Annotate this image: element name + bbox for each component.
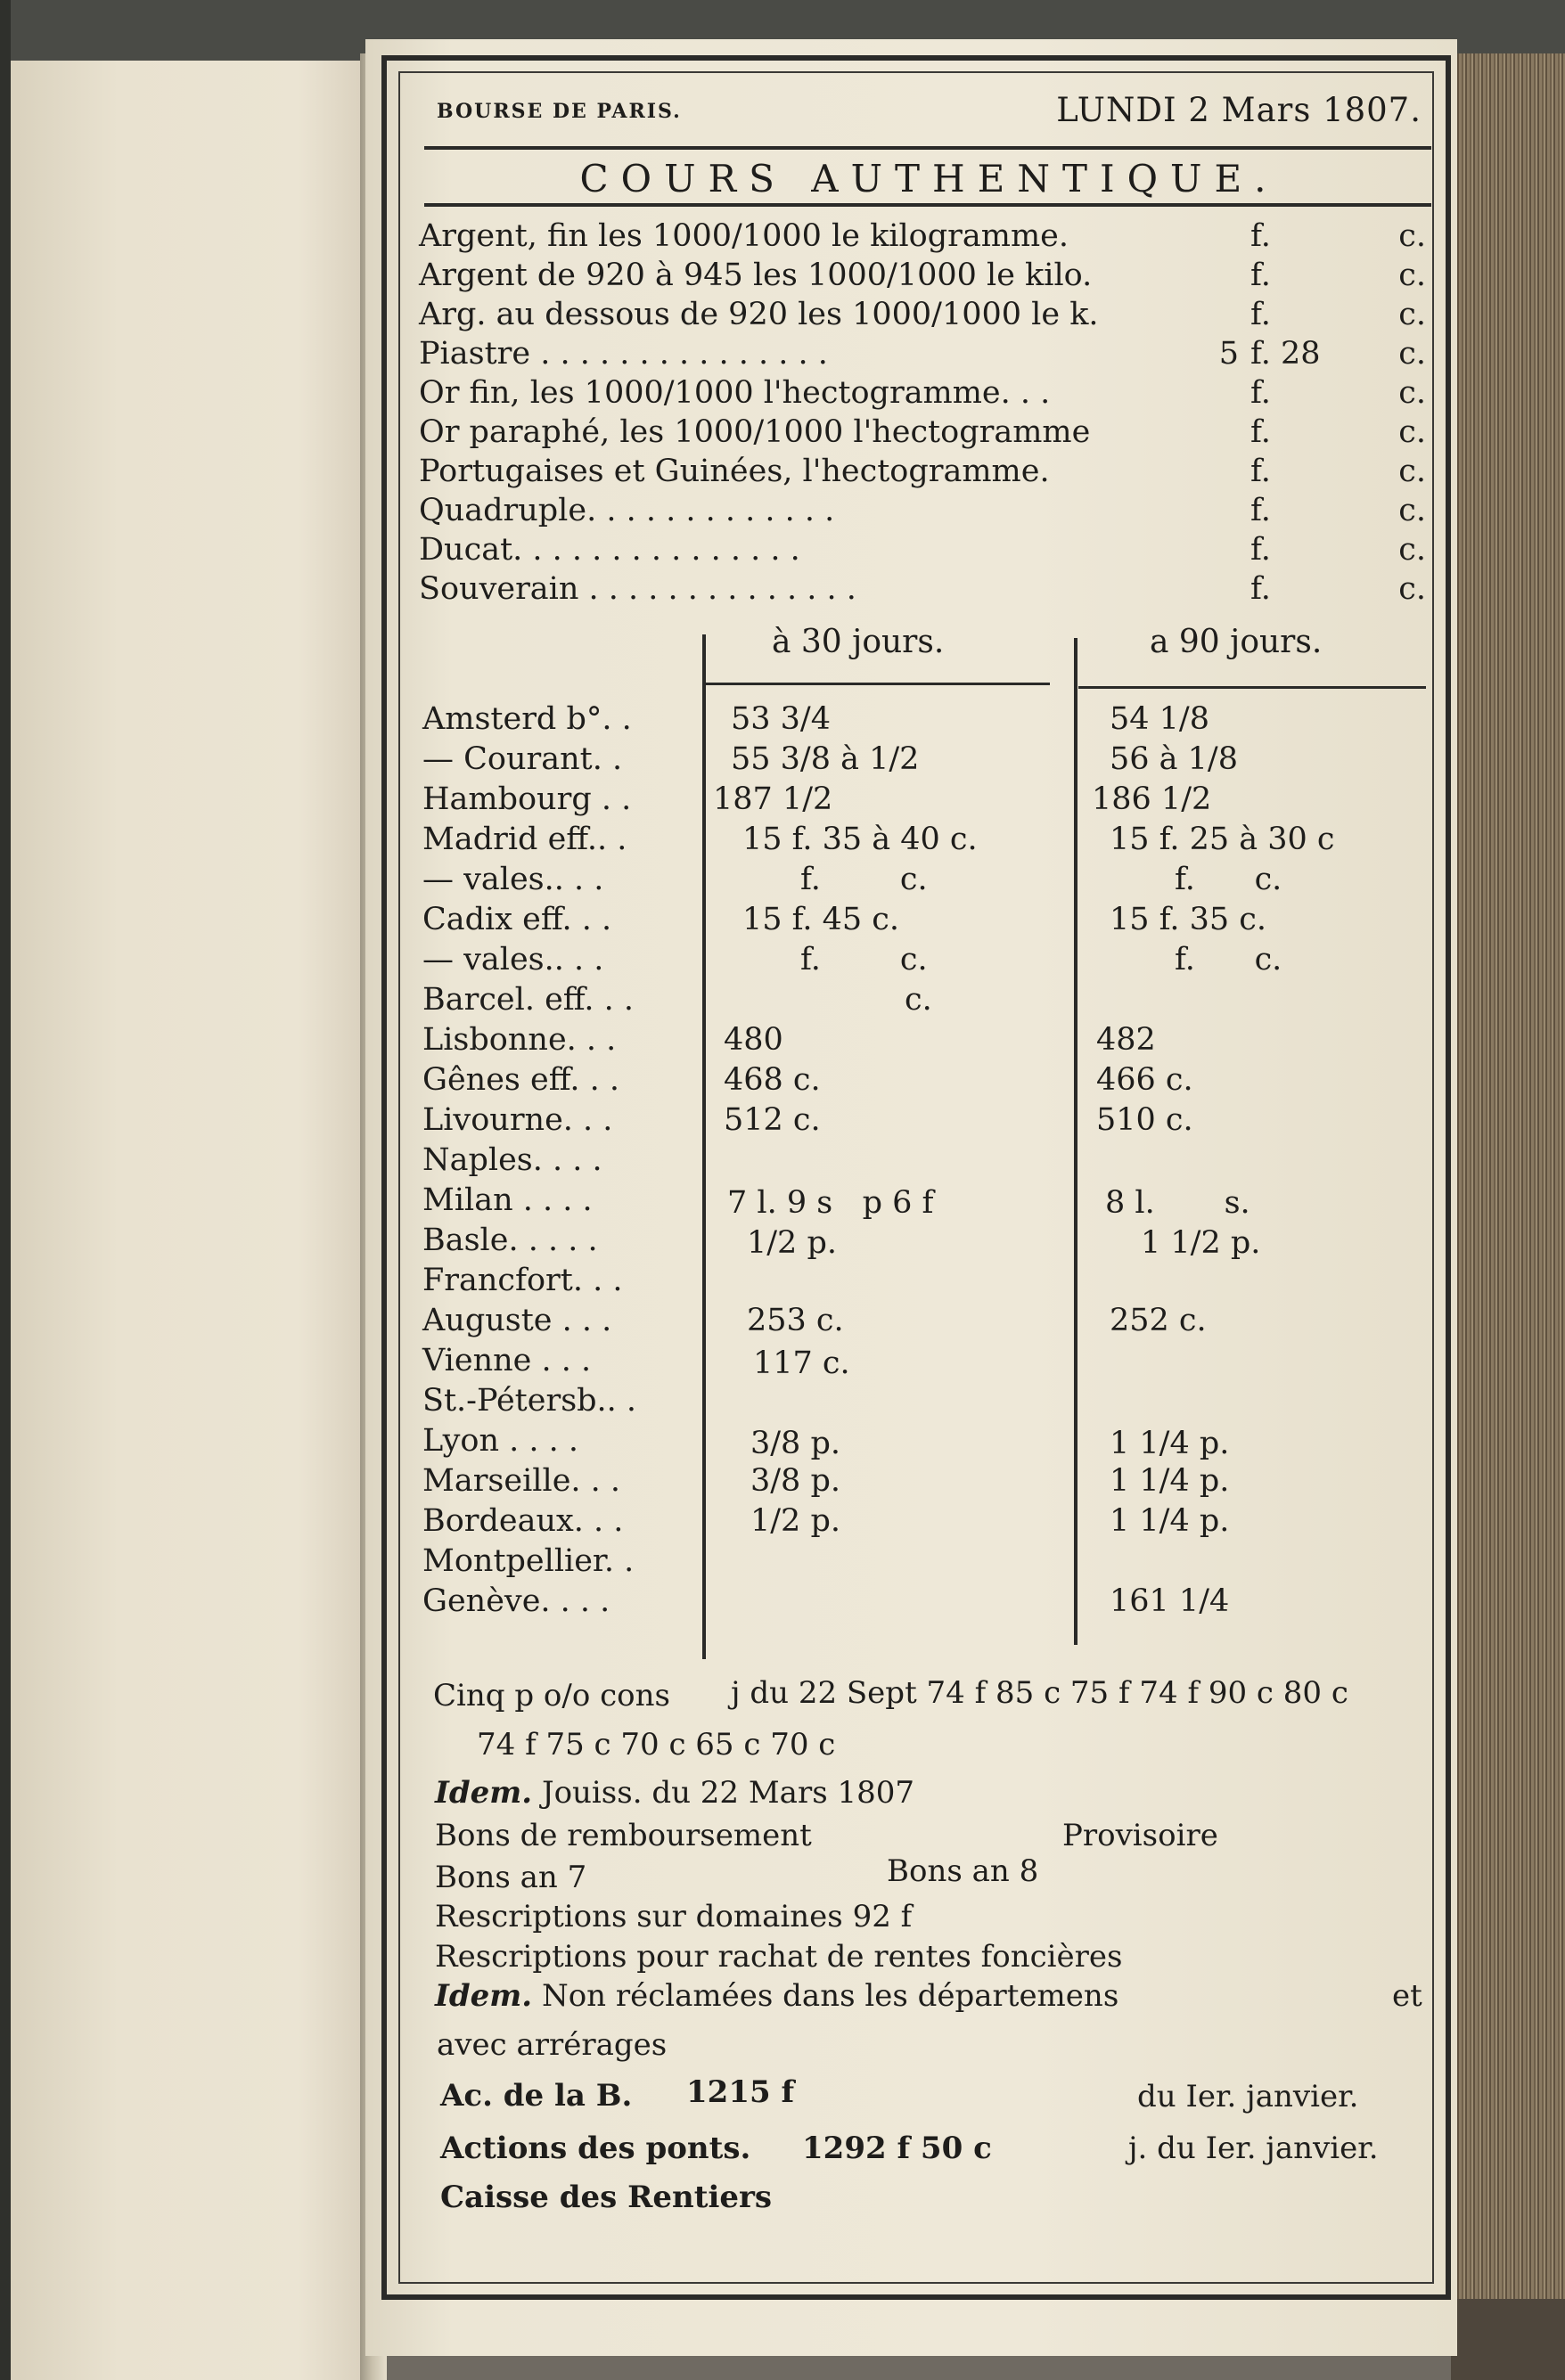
exchange-place: Cadix eff. . . xyxy=(422,902,612,937)
metal-centimes: c. xyxy=(1398,336,1426,372)
exchange-rate-30: 15 f. 45 c. xyxy=(742,902,900,937)
fund-idem2-word: Idem. xyxy=(435,1978,533,2014)
metal-francs: f. xyxy=(1250,258,1271,293)
exchange-place: Lisbonne. . . xyxy=(422,1022,617,1058)
exchange-place: Marseille. . . xyxy=(422,1463,621,1499)
date-label: LUNDI 2 Mars 1807. xyxy=(1056,91,1422,129)
exchange-rate-30: 53 3/4 xyxy=(731,701,831,737)
metal-value: 5 xyxy=(1218,336,1239,372)
exchange-rate-30: 187 1/2 xyxy=(713,781,833,817)
fund-provisoire: Provisoire xyxy=(1062,1818,1218,1853)
col-head-rule-30 xyxy=(702,683,1050,685)
exchange-rate-30: 1/2 p. xyxy=(750,1503,840,1539)
metal-centimes: c. xyxy=(1398,571,1426,607)
metal-row xyxy=(419,414,1435,454)
metal-row xyxy=(419,454,1435,493)
exchange-rate-90: 1 1/2 p. xyxy=(1141,1225,1261,1261)
column-divider-right xyxy=(1074,638,1077,1645)
metal-centimes: c. xyxy=(1398,218,1426,254)
left-blank-page xyxy=(11,61,371,2380)
fund-ponts-label: Actions des ponts. xyxy=(440,2131,751,2166)
metal-centimes: c. xyxy=(1398,297,1426,332)
metal-label: Piastre . . . . . . . . . . . . . . . xyxy=(419,336,828,372)
book-fore-edge-bottom xyxy=(1451,2299,1565,2380)
title-rule xyxy=(424,203,1431,207)
exchange-rate-90: f. c. xyxy=(1175,862,1282,897)
metal-francs: f. xyxy=(1250,571,1271,607)
exchange-place: Madrid eff.. . xyxy=(422,822,627,857)
exchange-rate-30: f. c. xyxy=(800,862,928,897)
fund-cinq-label: Cinq p o/o cons xyxy=(433,1678,670,1713)
exchange-rate-90: 466 c. xyxy=(1096,1062,1193,1098)
exchange-rate-30: 512 c. xyxy=(724,1102,821,1138)
metal-centimes: c. xyxy=(1398,532,1426,568)
fund-idem2-line xyxy=(435,1978,1118,2014)
fund-cinq-line1: j du 22 Sept 74 f 85 c 75 f 74 f 90 c 80 c xyxy=(731,1675,1348,1711)
exchange-rate-30: 117 c. xyxy=(753,1345,850,1381)
metal-row xyxy=(419,571,1435,610)
metal-francs: f. 28 xyxy=(1250,336,1321,372)
exchange-place: Vienne . . . xyxy=(422,1343,592,1378)
metal-row xyxy=(419,532,1435,571)
exchange-rate-90: 482 xyxy=(1096,1022,1156,1058)
fund-idem-line xyxy=(435,1775,914,1811)
exchange-place: Lyon . . . . xyxy=(422,1423,579,1459)
exchange-rate-90: 1 1/4 p. xyxy=(1110,1426,1230,1461)
metal-row xyxy=(419,375,1435,414)
exchange-rate-30: 3/8 p. xyxy=(750,1426,840,1461)
exchange-place: Basle. . . . . xyxy=(422,1223,598,1258)
metal-row xyxy=(419,258,1435,297)
exchange-rate-30: c. xyxy=(905,982,932,1018)
exchange-rate-90: 54 1/8 xyxy=(1110,701,1209,737)
exchange-place: Milan . . . . xyxy=(422,1182,593,1218)
bourse-label: BOURSE DE PARIS. xyxy=(437,100,682,123)
exchange-place: Amsterd b°. . xyxy=(422,701,632,737)
exchange-rate-90: 510 c. xyxy=(1096,1102,1193,1138)
exchange-rate-90: f. c. xyxy=(1175,942,1282,977)
metal-label: Argent, fin les 1000/1000 le kilogramme. xyxy=(419,218,1069,254)
exchange-rate-90: 8 l. s. xyxy=(1105,1185,1250,1221)
col-head-rule-90 xyxy=(1078,686,1426,689)
metal-centimes: c. xyxy=(1398,493,1426,528)
exchange-place: — Courant. . xyxy=(422,741,623,777)
metal-row xyxy=(419,297,1435,336)
book-cover-edge xyxy=(0,0,11,2380)
exchange-place: Auguste . . . xyxy=(422,1303,612,1338)
metal-francs: f. xyxy=(1250,297,1271,332)
exchange-rate-90: 1 1/4 p. xyxy=(1110,1503,1230,1539)
metal-francs: f. xyxy=(1250,414,1271,450)
fund-bons-an8: Bons an 8 xyxy=(887,1853,1039,1889)
metal-centimes: c. xyxy=(1398,375,1426,411)
exchange-rate-90: 56 à 1/8 xyxy=(1110,741,1238,777)
metal-centimes: c. xyxy=(1398,454,1426,489)
metal-label: Quadruple. . . . . . . . . . . . . xyxy=(419,493,835,528)
metal-label: Souverain . . . . . . . . . . . . . . xyxy=(419,571,856,607)
fund-idem-word: Idem. xyxy=(435,1775,533,1811)
exchange-rate-30: 468 c. xyxy=(724,1062,821,1098)
fund-arrerages: avec arrérages xyxy=(437,2027,668,2063)
metal-label: Or paraphé, les 1000/1000 l'hectogramme xyxy=(419,414,1091,450)
exchange-rate-30: 15 f. 35 à 40 c. xyxy=(742,822,978,857)
exchange-rate-90: 1 1/4 p. xyxy=(1110,1463,1230,1499)
fund-ponts-value: 1292 f 50 c xyxy=(802,2131,992,2166)
col-head-90: a 90 jours. xyxy=(1150,624,1323,660)
column-divider-left xyxy=(702,634,706,1659)
exchange-place: St.-Pétersb.. . xyxy=(422,1383,637,1419)
exchange-rate-90: 186 1/2 xyxy=(1092,781,1212,817)
exchange-place: — vales.. . . xyxy=(422,942,604,977)
fund-acb-right: du Ier. janvier. xyxy=(1137,2079,1359,2114)
exchange-place: — vales.. . . xyxy=(422,862,604,897)
exchange-rate-30: f. c. xyxy=(800,942,928,977)
page-header xyxy=(428,89,1430,139)
exchange-rate-90: 161 1/4 xyxy=(1110,1583,1230,1619)
exchange-rate-90: 15 f. 25 à 30 c xyxy=(1110,822,1335,857)
metal-row xyxy=(419,218,1435,258)
metal-francs: f. xyxy=(1250,218,1271,254)
fund-ponts-right: j. du Ier. janvier. xyxy=(1128,2131,1379,2166)
metal-row xyxy=(419,493,1435,532)
fund-rescr-domaines: Rescriptions sur domaines 92 f xyxy=(435,1899,913,1934)
exchange-place: Gênes eff. . . xyxy=(422,1062,619,1098)
metal-label: Portugaises et Guinées, l'hectogramme. xyxy=(419,454,1050,489)
exchange-rate-30: 480 xyxy=(724,1022,783,1058)
exchange-place: Francfort. . . xyxy=(422,1263,623,1298)
metal-francs: f. xyxy=(1250,493,1271,528)
exchange-place: Genève. . . . xyxy=(422,1583,610,1619)
fund-et: et xyxy=(1392,1978,1422,2014)
col-head-30: à 30 jours. xyxy=(772,624,945,660)
metal-label: Argent de 920 à 945 les 1000/1000 le kilo. xyxy=(419,258,1093,293)
exchange-place: Bordeaux. . . xyxy=(422,1503,624,1539)
header-rule xyxy=(424,146,1431,150)
metal-francs: f. xyxy=(1250,454,1271,489)
metal-francs: f. xyxy=(1250,532,1271,568)
metal-label: Ducat. . . . . . . . . . . . . . . xyxy=(419,532,800,568)
metal-row xyxy=(419,336,1435,375)
exchange-rate-90: 15 f. 35 c. xyxy=(1110,902,1267,937)
fund-caisse: Caisse des Rentiers xyxy=(440,2180,773,2215)
exchange-rate-30: 7 l. 9 s p 6 f xyxy=(727,1185,934,1221)
fund-acb-value: 1215 f xyxy=(686,2074,795,2110)
exchange-rate-30: 3/8 p. xyxy=(750,1463,840,1499)
exchange-place: Naples. . . . xyxy=(422,1142,602,1178)
metal-francs: f. xyxy=(1250,375,1271,411)
metal-centimes: c. xyxy=(1398,258,1426,293)
exchange-place: Hambourg . . xyxy=(422,781,632,817)
fund-bons-remb: Bons de remboursement xyxy=(435,1818,812,1853)
exchange-place: Barcel. eff. . . xyxy=(422,982,635,1018)
page-title: COURS AUTHENTIQUE. xyxy=(579,157,1279,200)
exchange-place: Montpellier. . xyxy=(422,1543,635,1579)
exchange-rate-30: 1/2 p. xyxy=(747,1225,837,1261)
metal-label: Or fin, les 1000/1000 l'hectogramme. . . xyxy=(419,375,1051,411)
exchange-place: Livourne. . . xyxy=(422,1102,613,1138)
fund-bons-an7: Bons an 7 xyxy=(435,1860,587,1895)
fund-acb-label: Ac. de la B. xyxy=(440,2078,633,2114)
fund-cinq-line2: 74 f 75 c 70 c 65 c 70 c xyxy=(477,1727,836,1763)
metal-label: Arg. au dessous de 920 les 1000/1000 le k. xyxy=(419,297,1099,332)
exchange-rate-30: 55 3/8 à 1/2 xyxy=(731,741,920,777)
fund-idem-text: Jouiss. du 22 Mars 1807 xyxy=(541,1775,914,1811)
book-fore-edge xyxy=(1451,53,1565,2299)
metal-centimes: c. xyxy=(1398,414,1426,450)
exchange-rate-30: 253 c. xyxy=(747,1303,844,1338)
fund-idem2-text: Non réclamées dans les départemens xyxy=(541,1978,1119,2014)
exchange-rate-90: 252 c. xyxy=(1110,1303,1207,1338)
fund-rescr-rachat: Rescriptions pour rachat de rentes foncières xyxy=(435,1939,1123,1975)
